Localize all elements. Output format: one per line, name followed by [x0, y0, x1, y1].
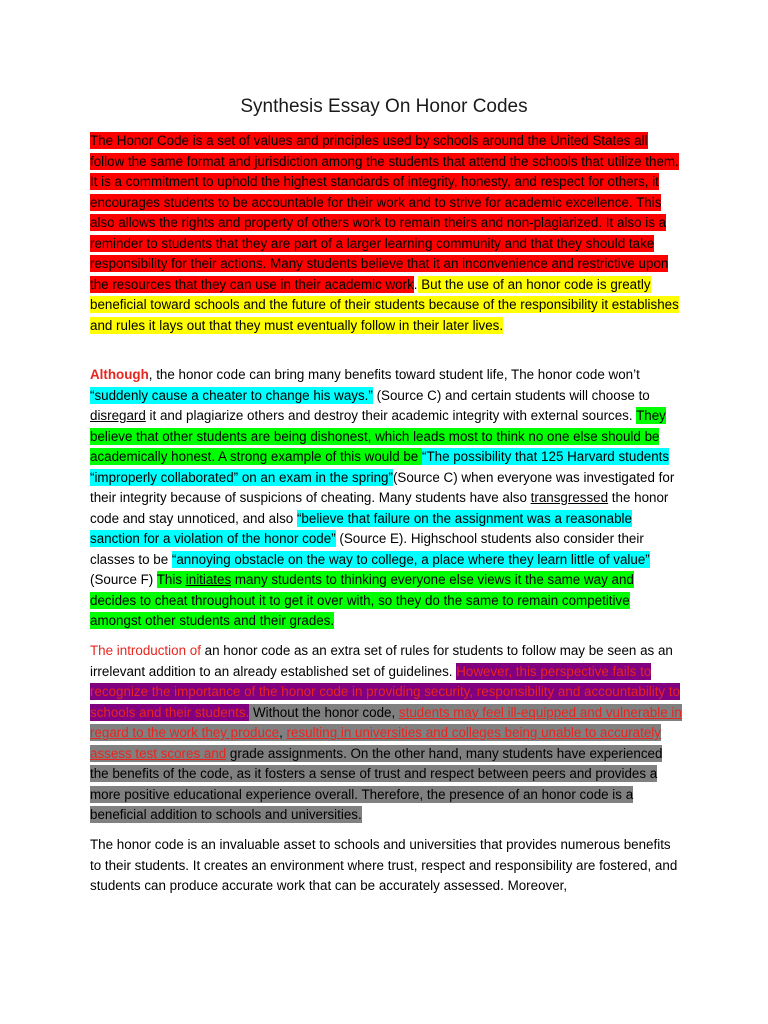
essay-title: Synthesis Essay On Honor Codes — [240, 96, 528, 117]
paragraph-conclusion — [90, 835, 682, 897]
source-quote: “believe that failure on the assignment was a reasonable sanction for a violation of the honor code” — [90, 510, 632, 546]
body-text: it and plagiarize others and destroy their academic integrity with external sources. — [145, 408, 637, 423]
body-text: (Source C) when everyone was investigated for their integrity because of suspicions of cheating. Many students have also — [90, 469, 675, 505]
gray-highlighted-text: Without the honor code, — [249, 704, 399, 720]
underlined-evidence: resulting in universities and colleges being unable to accurately assess test scores and — [90, 725, 661, 761]
vocabulary-word: initiates — [185, 572, 232, 587]
paragraph-counterargument — [90, 365, 682, 632]
body-text: (Source E). Highschool students also consider their classes to be — [90, 531, 644, 567]
gray-highlighted-text: , — [279, 725, 287, 740]
green-highlighted-text: many students to thinking everyone else views it the same way and decides to cheat throughout it to get it over with, so they do the same to remain competitive amongst other students and their grades. — [90, 572, 634, 628]
underlined-evidence: students may feel ill-equipped and vulnerable in regard to the work they produce — [90, 704, 682, 740]
body-text: the honor code and stay unnoticed, and also — [90, 490, 669, 526]
body-text: (Source F) — [90, 572, 157, 587]
source-quote: “The possibility that 125 Harvard students “improperly collaborated” on an exam in the spring” — [90, 449, 670, 485]
body-text: The honor code is an invaluable asset to schools and universities that provides numerous benefits to their students. It creates an environment where trust, respect and responsibility are fostered, and students can produce accurate work that can be accurately assessed. Moreover, — [90, 837, 678, 893]
body-text: an honor code as an extra set of rules for students to follow may be seen as an irrelevant addition to an already established set of guidelines. — [90, 643, 673, 679]
period-text: . — [413, 276, 418, 292]
green-highlighted-text: They believe that other students are being dishonest, which leads most to think no one else should be academically honest. A strong example of this would be — [90, 408, 666, 464]
transition-word: Although — [90, 367, 149, 382]
red-highlighted-text: The Honor Code is a set of values and principles used by schools around the United States all follow the same format and jurisdiction among the students that attend the schools that utilize them. It is a commitment to uphold the highest standards of integrity, honesty, and respect for others, it encourages students to be accountable for their work and to strive for academic excellence. This also allows the rights and property of others work to remain theirs and non-plagiarized. It also is a reminder to students that they are part of a larger learning community and that they should take responsibility for their actions. Many students believe that it an inconvenience and restrictive upon the resources that they can use in their academic work — [90, 133, 679, 292]
gray-highlighted-text: grade assignments. On the other hand, many students have experienced the benefits of the code, as it fosters a sense of trust and respect between peers and provides a more positive educational experience overall. Therefore, the presence of an honor code is a beneficial addition to schools and universities. — [90, 745, 663, 822]
paragraph-introduction — [90, 131, 682, 336]
vocabulary-word: transgressed — [530, 490, 609, 505]
green-highlighted-text: This — [156, 572, 186, 587]
vocabulary-word: disregard — [90, 408, 146, 423]
purple-highlighted-text: However, this perspective fails to recognize the importance of the honor code in providing security, responsibility and accountability to schools and their students. — [90, 663, 681, 720]
transition-phrase: The introduction of — [90, 643, 201, 658]
source-quote: “annoying obstacle on the way to college, a place where they learn little of value” — [171, 551, 650, 567]
thesis-statement: But the use of an honor code is greatly beneficial toward schools and the future of their students because of the responsibility it establishes and rules it lays out that they must eventually follow in their later lives. — [90, 276, 679, 333]
body-text: , the honor code can bring many benefits toward student life, The honor code won’t — [148, 367, 640, 382]
body-text: (Source C) and certain students will choose to — [372, 387, 650, 403]
paragraph-rebuttal — [90, 641, 682, 826]
source-quote: “suddenly cause a cheater to change his ways.” — [90, 387, 373, 403]
